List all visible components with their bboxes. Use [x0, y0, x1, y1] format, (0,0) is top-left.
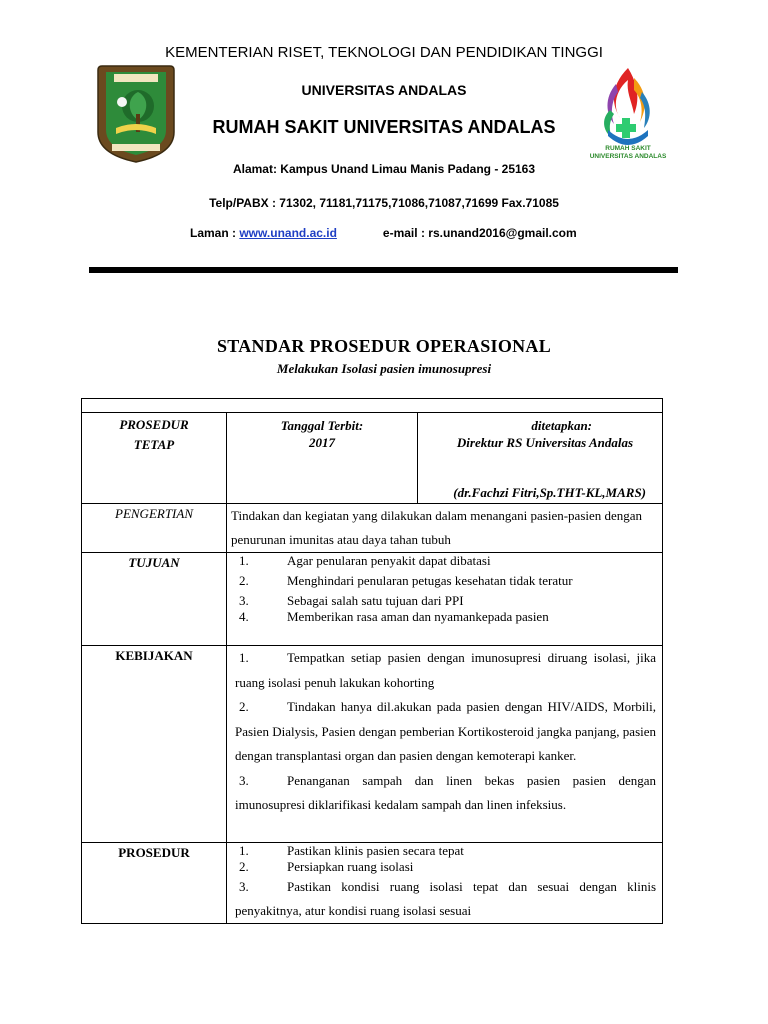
list-item: 3. Sebagai salah satu tujuan dari PPI	[239, 593, 464, 608]
sop-table	[81, 398, 663, 924]
pengertian-row	[82, 504, 663, 553]
kebijakan-label: KEBIJAKAN	[82, 646, 227, 843]
pengertian-text: Tindakan dan kegiatan yang dilakukan dalam menangani pasien-pasien dengan penurunan imunitas atau daya tahan tubuh	[227, 504, 663, 553]
letterhead-divider	[89, 267, 678, 273]
list-item: 3. Pastikan kondisi ruang isolasi tepat dan sesuai dengan klinis penyakitnya, atur kondisi ruang isolasi sesuai	[235, 879, 657, 918]
ditetapkan-by: Direktur RS Universitas Andalas	[456, 435, 634, 450]
list-item: 2. Persiapkan ruang isolasi	[239, 859, 414, 874]
right-logo-line1: RUMAH SAKIT	[605, 145, 651, 152]
list-item: 2. Tindakan hanya dil.akukan pada pasien dengan HIV/AIDS, Morbili, Pasien Dialysis, Pasien dengan pemberian Kortikosteroid jangka panjang, pasien dengan transplantasi organ dan pasien dengan kemoterapi kanker.	[235, 699, 657, 763]
web-label: Laman :	[190, 226, 240, 240]
tanggal-value: 2017	[309, 435, 335, 450]
document-subtitle: Melakukan Isolasi pasien imunosupresi	[276, 361, 492, 376]
tanggal-terbit-cell	[227, 413, 418, 504]
list-item: 2. Menghindari penularan petugas kesehatan tidak teratur	[239, 573, 573, 588]
university-name: UNIVERSITAS ANDALAS	[301, 82, 467, 98]
prosedur-list	[227, 843, 663, 924]
list-item: 1. Tempatkan setiap pasien dengan imunosupresi diruang isolasi, jika ruang isolasi penuh lakukan kohorting	[235, 650, 657, 690]
list-item: 4. Memberikan rasa aman dan nyamankepada pasien	[239, 609, 549, 624]
document-title: STANDAR PROSEDUR OPERASIONAL	[216, 336, 552, 356]
website-link[interactable]: www.unand.ac.id	[239, 226, 337, 240]
prosedur-tetap-line1: PROSEDUR	[119, 417, 189, 432]
phone-line: Telp/PABX : 71302, 71181,71175,71086,71087,71699 Fax.71085	[209, 196, 559, 210]
prosedur-label: PROSEDUR	[82, 843, 227, 924]
contact-line	[190, 226, 577, 240]
kebijakan-list	[227, 646, 663, 843]
tujuan-row	[82, 553, 663, 646]
prosedur-tetap-line2: TETAP	[133, 437, 175, 452]
ditetapkan-label: ditetapkan:	[531, 418, 593, 433]
list-item: 3. Penanganan sampah dan linen bekas pasien pasien dengan imunosupresi diklarifikasi kedalam sampah dan linen infeksius.	[235, 772, 657, 812]
list-item: 1. Agar penularan penyakit dapat dibatasi	[239, 553, 491, 568]
table-header-row	[82, 413, 663, 504]
hospital-name: RUMAH SAKIT UNIVERSITAS ANDALAS	[212, 117, 556, 137]
rumah-sakit-logo-caption	[578, 145, 678, 161]
email-text: e-mail : rs.unand2016@gmail.com	[382, 226, 577, 240]
table-spacer-row	[82, 399, 663, 413]
ditetapkan-cell	[418, 413, 663, 504]
pengertian-label: PENGERTIAN	[82, 504, 227, 553]
ministry-name: KEMENTERIAN RISET, TEKNOLOGI DAN PENDIDIKAN TINGGI	[165, 44, 603, 61]
prosedur-row	[82, 843, 663, 924]
right-logo-line2: UNIVERSITAS ANDALAS	[589, 153, 667, 160]
kebijakan-row	[82, 646, 663, 843]
prosedur-tetap-cell	[82, 413, 227, 504]
list-item: 1. Pastikan klinis pasien secara tepat	[239, 843, 464, 858]
tujuan-label: TUJUAN	[82, 553, 227, 646]
signatory: (dr.Fachzi Fitri,Sp.THT-KL,MARS)	[453, 485, 647, 500]
address-line: Alamat: Kampus Unand Limau Manis Padang - 25163	[232, 162, 536, 176]
universitas-andalas-emblem-icon	[94, 62, 178, 164]
tujuan-list	[227, 553, 663, 646]
tanggal-label: Tanggal Terbit:	[280, 418, 364, 433]
